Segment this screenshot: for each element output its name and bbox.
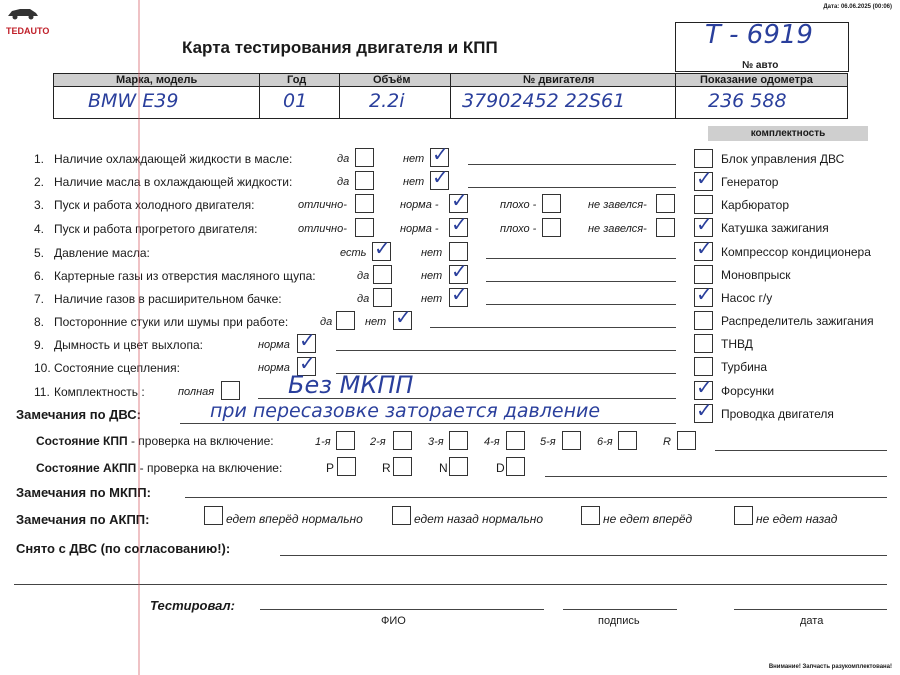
kpp-gear-label: 3-я: [428, 436, 444, 448]
q3-excellent-checkbox[interactable]: [355, 194, 374, 213]
kpp-gear-checkbox[interactable]: [677, 431, 696, 450]
q9-text: Дымность и цвет выхлопа:: [54, 338, 203, 352]
kit-item-label: Форсунки: [721, 384, 775, 398]
q4-normal-checkbox[interactable]: ✓: [451, 212, 468, 236]
logo: [6, 6, 49, 36]
q7-opt-yes: да: [357, 293, 370, 305]
q7-no-checkbox[interactable]: ✓: [451, 282, 468, 306]
q5-number: 5.: [34, 246, 45, 260]
mkpp-remarks-label: Замечания по МКПП:: [16, 485, 151, 500]
q8-opt-yes: да: [320, 316, 333, 328]
q7-yes-checkbox[interactable]: [373, 288, 392, 307]
q6-no-checkbox[interactable]: ✓: [451, 259, 468, 283]
q10-normal-checkbox[interactable]: ✓: [299, 351, 316, 375]
q1-number: 1.: [34, 152, 45, 166]
akpp-gear-checkbox[interactable]: [337, 457, 356, 476]
q5-opt-no: нет: [421, 247, 443, 259]
akpp-gear-checkbox[interactable]: [393, 457, 412, 476]
q6-opt-yes: да: [357, 270, 370, 282]
q6-yes-checkbox[interactable]: [373, 265, 392, 284]
kit-item-label: Распределитель зажигания: [721, 314, 874, 328]
kit-item-label: Насос г/у: [721, 291, 773, 305]
akpp-gear-checkbox[interactable]: [506, 457, 525, 476]
akpp-remark-label: едет назад нормально: [414, 512, 544, 526]
q9-number: 9.: [34, 338, 45, 352]
q2-opt-yes: да: [337, 176, 350, 188]
q2-yes-checkbox[interactable]: [355, 171, 374, 190]
q10-number: 10.: [34, 361, 51, 375]
akpp-gear-checkbox[interactable]: [449, 457, 468, 476]
col-header-engine-no: № двигателя: [523, 74, 595, 86]
logo-text: TEDAUTO: [6, 26, 50, 36]
q4-not-started-checkbox[interactable]: [656, 218, 675, 237]
q8-opt-no: нет: [365, 316, 387, 328]
akpp-remark-checkbox[interactable]: [581, 506, 600, 525]
q10-opt-normal: норма: [258, 362, 290, 374]
q4-opt-excellent: отлично-: [298, 223, 347, 235]
q3-opt-normal: норма -: [400, 199, 439, 211]
col-header-odometer: Показание одометра: [700, 74, 813, 86]
kpp-gear-checkbox[interactable]: [393, 431, 412, 450]
fio-caption: ФИО: [381, 615, 406, 627]
kpp-gear-checkbox[interactable]: [506, 431, 525, 450]
signature-caption: подпись: [598, 615, 640, 627]
kit-item-label: Катушка зажигания: [721, 221, 829, 235]
car-number-value: Т - 6919: [705, 20, 813, 50]
akpp-remark-checkbox[interactable]: [204, 506, 223, 525]
q4-opt-bad: плохо -: [500, 223, 537, 235]
volume-value: 2.2i: [369, 90, 405, 112]
check-mark-icon: ✓: [696, 236, 713, 260]
q3-bad-checkbox[interactable]: [542, 194, 561, 213]
q11-handwriting: Без МКПП: [288, 371, 414, 399]
q3-not-started-checkbox[interactable]: [656, 194, 675, 213]
date-stamp: Дата: 06.06.2025 (00:06): [823, 4, 892, 10]
q3-opt-not-started: не завелся-: [588, 199, 647, 211]
margin-line: [138, 0, 140, 675]
engine-no-value: 37902452 22S61: [462, 90, 626, 112]
akpp-gear-label: R: [382, 461, 391, 475]
page-title: Карта тестирования двигателя и КПП: [182, 38, 498, 57]
q8-no-checkbox[interactable]: ✓: [395, 305, 412, 329]
footer-warning: Внимание! Запчасть разукомплектована!: [768, 664, 892, 670]
kit-checkbox[interactable]: [694, 311, 713, 330]
akpp-remark-label: не едет назад: [756, 512, 838, 526]
kpp-gear-checkbox[interactable]: [562, 431, 581, 450]
q5-opt-yes: есть: [340, 247, 367, 259]
q4-bad-checkbox[interactable]: [542, 218, 561, 237]
akpp-label: [36, 461, 282, 475]
q1-opt-no: нет: [403, 153, 425, 165]
kpp-gear-label: 5-я: [540, 436, 556, 448]
check-mark-icon: ✓: [696, 398, 713, 422]
remarks-dvs-handwriting: при пересазовке заторается давление: [210, 400, 601, 422]
kit-item-label: Проводка двигателя: [721, 407, 834, 421]
q4-number: 4.: [34, 222, 45, 236]
kit-checkbox[interactable]: [694, 236, 713, 261]
kpp-label-bold: Состояние КПП: [36, 434, 128, 448]
q5-yes-checkbox[interactable]: ✓: [374, 236, 391, 260]
q8-text: Посторонние стуки или шумы при работе:: [54, 315, 289, 329]
col-header-model: Марка, модель: [116, 74, 198, 86]
col-header-year: Год: [287, 74, 307, 86]
q9-normal-checkbox[interactable]: ✓: [299, 328, 316, 352]
q8-number: 8.: [34, 315, 45, 329]
kit-checkbox[interactable]: [694, 282, 713, 307]
q6-text: Картерные газы из отверстия масляного щупа:: [54, 269, 316, 283]
remarks-dvs-label: Замечания по ДВС:: [16, 407, 141, 422]
akpp-gear-label: N: [439, 461, 448, 475]
q3-number: 3.: [34, 198, 45, 212]
q1-yes-checkbox[interactable]: [355, 148, 374, 167]
akpp-remark-label: не едет вперёд: [603, 512, 693, 526]
check-mark-icon: ✓: [696, 212, 713, 236]
kit-item-label: Блок управления ДВС: [721, 152, 845, 166]
kit-item-label: Моновпрыск: [721, 268, 791, 282]
q6-opt-no: нет: [421, 270, 443, 282]
q4-opt-normal: норма -: [400, 223, 439, 235]
q3-normal-checkbox[interactable]: ✓: [451, 188, 468, 212]
kit-item-label: Карбюратор: [721, 198, 790, 212]
q10-text: Состояние сцепления:: [54, 361, 180, 375]
akpp-remarks-label: Замечания по АКПП:: [16, 512, 150, 527]
kit-item-label: Турбина: [721, 360, 768, 374]
q11-full-checkbox[interactable]: [221, 381, 240, 400]
q7-opt-no: нет: [421, 293, 443, 305]
q11-text: Комплектность :: [54, 385, 145, 399]
akpp-remark-checkbox[interactable]: [392, 506, 411, 525]
removed-label: Снято с ДВС (по согласованию!):: [16, 541, 231, 556]
q2-no-checkbox[interactable]: ✓: [432, 165, 449, 189]
kit-header: комплектность: [708, 126, 868, 141]
kpp-gear-label: 1-я: [315, 436, 331, 448]
q5-text: Давление масла:: [54, 246, 150, 260]
q9-opt-normal: норма: [258, 339, 290, 351]
q3-opt-excellent: отлично-: [298, 199, 347, 211]
kpp-label: [36, 434, 274, 448]
akpp-remark-checkbox[interactable]: [734, 506, 753, 525]
kit-checkbox[interactable]: [694, 357, 713, 376]
q6-number: 6.: [34, 269, 45, 283]
akpp-label-bold: Состояние АКПП: [36, 461, 137, 475]
kit-item-label: Генератор: [721, 175, 779, 189]
year-value: 01: [283, 90, 308, 112]
q11-opt-full: полная: [178, 386, 215, 398]
check-mark-icon: ✓: [696, 166, 713, 190]
kpp-gear-label: R: [663, 436, 671, 448]
kit-item-label: ТНВД: [721, 337, 753, 351]
check-mark-icon: ✓: [696, 282, 713, 306]
q3-opt-bad: плохо -: [500, 199, 537, 211]
kit-checkbox[interactable]: [694, 334, 713, 353]
q7-number: 7.: [34, 292, 45, 306]
model-value: BMW E39: [88, 90, 179, 112]
q11-number: 11.: [34, 385, 50, 399]
q4-opt-not-started: не завелся-: [588, 223, 647, 235]
akpp-label-rest: - проверка на включение:: [136, 461, 283, 475]
q7-text: Наличие газов в расширительном бачке:: [54, 292, 282, 306]
kpp-gear-checkbox[interactable]: [336, 431, 355, 450]
kit-item-label: Компрессор кондиционера: [721, 245, 871, 259]
col-header-volume: Объём: [373, 74, 411, 86]
q8-yes-checkbox[interactable]: [336, 311, 355, 330]
odometer-value: 236 588: [708, 90, 787, 112]
kit-checkbox[interactable]: [694, 398, 713, 423]
kpp-label-rest: - проверка на включение:: [127, 434, 274, 448]
q2-opt-no: нет: [403, 176, 425, 188]
q1-no-checkbox[interactable]: ✓: [432, 142, 449, 166]
check-mark-icon: ✓: [696, 375, 713, 399]
kpp-gear-label: 6-я: [597, 436, 613, 448]
kpp-gear-checkbox[interactable]: [449, 431, 468, 450]
kit-checkbox[interactable]: [694, 166, 713, 191]
q3-text: Пуск и работа холодного двигателя:: [54, 198, 255, 212]
akpp-remark-label: едет вперёд нормально: [226, 512, 363, 526]
kpp-gear-label: 4-я: [484, 436, 500, 448]
tested-label: Тестировал:: [150, 598, 235, 613]
akpp-gear-label: P: [326, 461, 335, 475]
q4-excellent-checkbox[interactable]: [355, 218, 374, 237]
car-icon: [6, 6, 40, 20]
q2-text: Наличие масла в охлаждающей жидкости:: [54, 175, 293, 189]
akpp-gear-label: D: [496, 461, 505, 475]
car-number-label: № авто: [742, 60, 779, 71]
q1-text: Наличие охлаждающей жидкости в масле:: [54, 152, 293, 166]
date-caption: дата: [800, 615, 824, 627]
kit-checkbox[interactable]: [694, 212, 713, 237]
q4-text: Пуск и работа прогретого двигателя:: [54, 222, 258, 236]
kpp-gear-label: 2-я: [370, 436, 386, 448]
q2-number: 2.: [34, 175, 45, 189]
q1-opt-yes: да: [337, 153, 350, 165]
kpp-gear-checkbox[interactable]: [618, 431, 637, 450]
